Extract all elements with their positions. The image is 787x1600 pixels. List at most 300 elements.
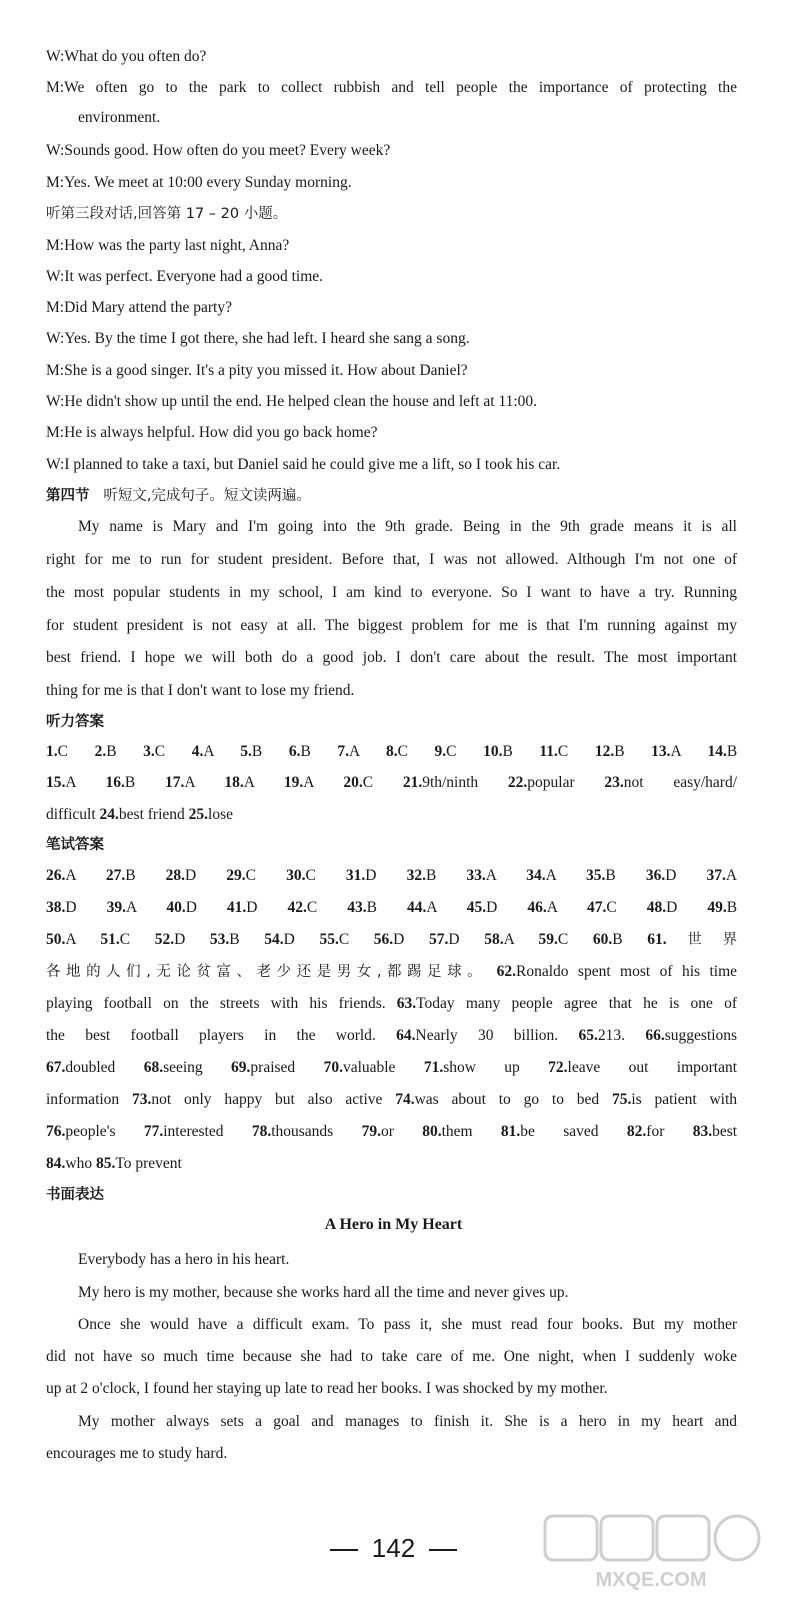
answer-item [347, 899, 377, 916]
answer-item [96, 1155, 182, 1172]
answer-number: 14. [707, 743, 727, 760]
essay-line: My mother always sets a goal and manages to finish it. She is a hero in my heart and [78, 1413, 737, 1430]
answer-number: 30. [286, 867, 306, 884]
answer-item [46, 931, 76, 948]
answer-number: 54. [264, 931, 284, 948]
answer-item [707, 867, 738, 884]
answer-item [46, 774, 76, 791]
answer-item [435, 743, 457, 760]
dialogue-line: W:Sounds good. How often do you meet? Every week? [46, 142, 391, 159]
answer-item [143, 743, 165, 760]
answer-item [144, 1123, 224, 1140]
answer-item [483, 743, 513, 760]
answer-number: 68. [143, 1059, 164, 1076]
answer-number: 53. [209, 931, 230, 948]
answer-item [586, 867, 616, 884]
answer-number: 48. [646, 899, 667, 916]
answer-value: B [125, 867, 136, 884]
answer-number: 41. [226, 899, 247, 916]
answer-item [252, 1123, 333, 1140]
answer-number: 31. [345, 867, 366, 884]
answer-value: C [119, 931, 131, 948]
passage-line: My name is Mary and I'm going into the 9th grade. Being in the 9th grade means it is all [78, 518, 737, 535]
answer-value: C [306, 899, 318, 916]
answer-number: 12. [594, 743, 615, 760]
answer-value: thousands [271, 1123, 334, 1140]
answer-item [647, 899, 678, 916]
answer-item [693, 1123, 737, 1140]
section4-label: 第四节 [46, 488, 90, 504]
answer-value: A [184, 774, 195, 791]
answer-item [107, 899, 137, 916]
answer-number: 77. [143, 1123, 164, 1140]
answer-item [651, 743, 681, 760]
answer-value: not only happy but also active [151, 1091, 383, 1108]
answer-number: 51. [100, 931, 120, 948]
answer-number: 57. [428, 931, 449, 948]
answer-item [645, 1027, 737, 1044]
answer-number: 15. [46, 774, 66, 791]
answer-value: A [125, 899, 137, 916]
answer-number: 72. [548, 1059, 568, 1076]
answer-number: 26. [46, 867, 66, 884]
answer-item [286, 867, 316, 884]
answer-number: 59. [538, 931, 558, 948]
answer-value: C [397, 743, 408, 760]
answer-number: 66. [645, 1027, 665, 1044]
essay-line: up at 2 o'clock, I found her staying up late to read her books. I was shocked by my mother. [46, 1380, 608, 1397]
answer-value: B [229, 931, 240, 948]
page-number-dash-right [429, 1549, 457, 1551]
answer-value: B [726, 743, 738, 760]
answer-value: playing football on the streets with his friends. [46, 995, 386, 1012]
answer-value: people's [65, 1123, 116, 1140]
answer-value: To prevent [115, 1155, 182, 1172]
answer-value: 9th/ninth [422, 774, 479, 791]
listening-answers-heading: 听力答案 [46, 714, 104, 730]
answer-value: D [486, 899, 498, 916]
answer-number: 58. [484, 931, 504, 948]
answer-number: 1. [46, 743, 58, 760]
answer-item [374, 931, 405, 948]
answer-value: B [366, 899, 377, 916]
answer-number: 52. [154, 931, 175, 948]
answer-item [288, 899, 318, 916]
answer-item [548, 1059, 737, 1076]
answer-item [593, 931, 623, 948]
answer-number: 85. [95, 1155, 116, 1172]
answer-number: 7. [337, 743, 349, 760]
answer-item [132, 1091, 382, 1108]
answer-item [362, 1123, 394, 1140]
answer-value: or [380, 1123, 394, 1140]
answer-number: 49. [707, 899, 727, 916]
answer-value: C [446, 743, 457, 760]
answer-number: 5. [240, 743, 252, 760]
page-number-dash-left [330, 1549, 358, 1551]
answer-item [526, 867, 556, 884]
answer-value: C [362, 774, 374, 791]
essay-line: did not have so much time because she had to take care of me. One night, when I suddenly woke [46, 1348, 737, 1365]
answer-row [46, 1121, 737, 1143]
answer-item [527, 899, 557, 916]
answer-value: D [666, 899, 678, 916]
answer-number: 25. [188, 806, 209, 823]
answer-number: 55. [319, 931, 339, 948]
answer-value: A [670, 743, 681, 760]
answer-item [226, 867, 256, 884]
dialogue-line: M:He is always helpful. How did you go back home? [46, 424, 378, 441]
answer-value: is patient with [631, 1091, 738, 1108]
answer-value: D [174, 931, 186, 948]
answer-number: 10. [483, 743, 503, 760]
essay-title: A Hero in My Heart [324, 1216, 463, 1233]
answer-value: interested [163, 1123, 224, 1140]
answer-value: Today many people agree that he is one of [416, 995, 737, 1012]
answer-item [707, 899, 737, 916]
answer-value: praised [250, 1059, 296, 1076]
answer-value: C [606, 899, 617, 916]
answer-item [46, 1155, 92, 1172]
answer-number: 34. [526, 867, 546, 884]
answer-item [264, 931, 295, 948]
answer-item [155, 931, 186, 948]
answer-value: 各地的人们,无论贫富、老少还是男女,都踢足球。 [46, 964, 488, 980]
answer-number: 75. [611, 1091, 632, 1108]
answer-item [289, 743, 311, 760]
answer-number: 69. [231, 1059, 251, 1076]
answer-item [192, 743, 214, 760]
answer-value: show up [443, 1059, 520, 1076]
answer-value: doubled [65, 1059, 116, 1076]
answer-item [337, 743, 359, 760]
answer-number: 19. [283, 774, 304, 791]
answer-value: B [300, 743, 311, 760]
answer-value: Ronaldo spent most of his time [515, 963, 738, 980]
answer-value: leave out important [567, 1059, 738, 1076]
answer-item [189, 806, 233, 823]
dialogue-line: M:How was the party last night, Anna? [46, 237, 290, 254]
answer-number: 60. [592, 931, 613, 948]
answer-row [46, 961, 737, 983]
answer-number: 44. [406, 899, 427, 916]
answer-value: B [612, 931, 623, 948]
answer-row [46, 993, 737, 1015]
answer-value: B [614, 743, 625, 760]
answer-number: 18. [224, 774, 244, 791]
answer-row [46, 865, 737, 887]
answer-value: A [65, 867, 76, 884]
answer-item [403, 774, 478, 791]
answer-item [165, 774, 195, 791]
answer-value: C [338, 931, 350, 948]
answer-row [46, 929, 737, 951]
answer-number: 23. [604, 774, 624, 791]
answer-item [407, 867, 437, 884]
answer-row [46, 1025, 737, 1047]
section4-heading [46, 485, 737, 507]
answer-item [231, 1059, 295, 1076]
answer-number: 78. [251, 1123, 272, 1140]
essay-line: encourages me to study hard. [46, 1445, 228, 1462]
answer-number: 63. [396, 995, 417, 1012]
answer-value: D [185, 899, 197, 916]
answer-number: 37. [706, 867, 726, 884]
answer-value: C [557, 931, 569, 948]
dialogue-line: M:We often go to the park to collect rubbish and tell people the importance of protecting the [46, 79, 737, 96]
answer-row [46, 741, 737, 763]
answer-value: A [485, 867, 497, 884]
answer-item [578, 1027, 625, 1044]
answer-item [497, 963, 737, 980]
answer-item [95, 743, 117, 760]
answer-item [224, 774, 254, 791]
answer-number: 47. [587, 899, 607, 916]
answer-number: 84. [46, 1155, 66, 1172]
answer-value: A [349, 743, 360, 760]
answer-number: 20. [343, 774, 363, 791]
answer-item [501, 1123, 599, 1140]
answer-item [343, 774, 373, 791]
answer-value: seeing [163, 1059, 203, 1076]
answer-number: 83. [692, 1123, 713, 1140]
dialogue-line: W:Yes. By the time I got there, she had left. I heard she sang a song. [46, 330, 470, 347]
answer-number: 32. [406, 867, 426, 884]
answer-number: 17. [164, 774, 185, 791]
answer-item [144, 1059, 203, 1076]
answer-number: 38. [46, 899, 66, 916]
answer-value: B [124, 774, 136, 791]
answer-item [647, 931, 737, 948]
answer-item [284, 774, 314, 791]
answer-value: B [726, 899, 738, 916]
answer-value: Nearly 30 billion. [415, 1027, 559, 1044]
answer-value: A [303, 774, 314, 791]
answer-item [346, 867, 377, 884]
answer-item [240, 743, 262, 760]
answer-number: 40. [166, 899, 186, 916]
answer-item [46, 806, 96, 823]
answer-item [166, 867, 197, 884]
answer-value: difficult [46, 806, 96, 823]
answer-item [100, 806, 185, 823]
answer-value: D [283, 931, 295, 948]
answer-item [46, 867, 76, 884]
section4-instruction: 听短文,完成句子。短文读两遍。 [103, 488, 311, 504]
answer-number: 46. [527, 899, 547, 916]
answer-number: 8. [385, 743, 398, 760]
page-number-text: 142 [371, 1533, 416, 1563]
essay-line: Once she would have a difficult exam. To pass it, she must read four books. But my mother [78, 1316, 737, 1333]
dialogue-line: M:She is a good singer. It's a pity you missed it. How about Daniel? [46, 362, 468, 379]
answer-value: not easy/hard/ [623, 774, 738, 791]
answer-value: B [425, 867, 437, 884]
answer-item [466, 867, 496, 884]
dialogue-line: W:He didn't show up until the end. He helped clean the house and left at 11:00. [46, 393, 538, 410]
answer-item [46, 963, 487, 980]
dialogue-line: environment. [78, 109, 161, 126]
answer-number: 73. [132, 1091, 152, 1108]
written-answers-heading: 笔试答案 [46, 837, 104, 853]
answer-value: who [65, 1155, 93, 1172]
answer-value: C [154, 743, 166, 760]
watermark-logo [539, 1510, 769, 1592]
answer-item [46, 1059, 115, 1076]
answer-item [424, 1059, 520, 1076]
passage-line: for student president is not easy at all. The biggest problem for me is that I'm running against my [46, 617, 737, 634]
answer-item [166, 899, 197, 916]
essay-line: My hero is my mother, because she works hard all the time and never gives up. [78, 1284, 569, 1301]
answer-number: 81. [500, 1123, 521, 1140]
answer-item [429, 931, 460, 948]
answer-value: D [185, 867, 197, 884]
answer-value: A [503, 931, 514, 948]
answer-number: 16. [105, 774, 125, 791]
answer-value: information [46, 1091, 120, 1108]
answer-item [422, 1123, 472, 1140]
answer-number: 27. [105, 867, 126, 884]
answer-value: B [251, 743, 263, 760]
answer-value: B [106, 743, 117, 760]
answer-value: popular [527, 774, 575, 791]
answer-item [386, 743, 408, 760]
answer-item [612, 1091, 737, 1108]
answer-item [324, 1059, 396, 1076]
answer-value: D [246, 899, 258, 916]
answer-value: B [605, 867, 616, 884]
answer-value: for [646, 1123, 665, 1140]
answer-item [100, 931, 130, 948]
answer-number: 45. [466, 899, 487, 916]
answer-number: 62. [496, 963, 516, 980]
answer-number: 33. [466, 867, 486, 884]
answer-value: C [245, 867, 257, 884]
answer-item [407, 899, 437, 916]
answer-number: 11. [539, 743, 558, 760]
writing-heading: 书面表达 [46, 1187, 104, 1203]
answer-number: 50. [46, 931, 66, 948]
watermark-text: MXQE.COM [595, 1569, 707, 1591]
answer-number: 67. [46, 1059, 66, 1076]
answer-number: 21. [402, 774, 423, 791]
answer-number: 6. [288, 743, 301, 760]
answer-number: 35. [586, 867, 606, 884]
answer-item [587, 899, 617, 916]
answer-value: D [65, 899, 77, 916]
answer-number: 79. [361, 1123, 381, 1140]
answer-item [707, 743, 737, 760]
answer-number: 22. [507, 774, 528, 791]
answer-number: 36. [645, 867, 666, 884]
answer-item [604, 774, 737, 791]
answer-item [319, 931, 349, 948]
answer-value: A [243, 774, 255, 791]
answer-number: 76. [46, 1123, 66, 1140]
essay-line: Everybody has a hero in his heart. [78, 1251, 290, 1268]
answer-item [46, 995, 386, 1012]
answer-value: A [546, 899, 558, 916]
answer-value: C [305, 867, 316, 884]
answer-value: A [725, 867, 738, 884]
answer-number: 82. [626, 1123, 647, 1140]
answer-value: them [441, 1123, 473, 1140]
answer-value: C [557, 743, 569, 760]
answer-value: the best football players in the world. [46, 1027, 376, 1044]
answer-item [467, 899, 498, 916]
answer-number: 64. [396, 1027, 416, 1044]
answer-value: be saved [520, 1123, 599, 1140]
answer-item [595, 743, 625, 760]
dialogue-line: W:It was perfect. Everyone had a good time. [46, 268, 324, 285]
answer-number: 80. [422, 1123, 442, 1140]
answer-item [46, 743, 68, 760]
answer-row [46, 1057, 737, 1079]
passage-line: the most popular students in my school, I am kind to everyone. So I want to have a try. Running [46, 584, 737, 601]
answer-value: was about to go to bed [414, 1091, 600, 1108]
answer-value: A [545, 867, 556, 884]
answer-value: A [65, 931, 76, 948]
answer-item [539, 743, 568, 760]
answer-value: 世界 [666, 932, 738, 948]
answer-value: C [57, 743, 68, 760]
answer-value: valuable [342, 1059, 396, 1076]
answer-item [646, 867, 677, 884]
answer-number: 24. [99, 806, 119, 823]
section3-heading: 听第三段对话,回答第 17 – 20 小题。 [46, 206, 288, 222]
answer-value: D [393, 931, 405, 948]
answer-item [106, 867, 136, 884]
answer-value: lose [208, 806, 233, 823]
answer-value: best [712, 1123, 738, 1140]
answer-item [46, 1027, 376, 1044]
answer-value: 213. [597, 1027, 625, 1044]
answer-item [396, 1027, 558, 1044]
dialogue-line: M:Did Mary attend the party? [46, 299, 232, 316]
answer-number: 65. [578, 1027, 598, 1044]
passage-line: best friend. I hope we will both do a good job. I don't care about the result. The most important [46, 649, 737, 666]
answer-row [46, 1153, 737, 1175]
answer-value: A [65, 774, 76, 791]
answer-value: D [448, 931, 460, 948]
answer-item [46, 1091, 119, 1108]
answer-number: 4. [191, 743, 204, 760]
passage-line: thing for me is that I don't want to lose my friend. [46, 682, 355, 699]
answer-number: 74. [395, 1091, 415, 1108]
dialogue-line: M:Yes. We meet at 10:00 every Sunday morning. [46, 174, 352, 191]
answer-item [627, 1123, 664, 1140]
answer-number: 71. [423, 1059, 444, 1076]
answer-number: 3. [143, 743, 155, 760]
answer-number: 61. [647, 931, 667, 948]
answer-item [105, 774, 135, 791]
answer-number: 9. [434, 743, 447, 760]
answer-value: A [203, 743, 214, 760]
answer-number: 42. [287, 899, 307, 916]
answer-number: 28. [165, 867, 185, 884]
answer-value: D [665, 867, 677, 884]
answer-item [46, 899, 77, 916]
answer-value: D [365, 867, 377, 884]
answer-value: best friend [118, 806, 185, 823]
dialogue-line: W:I planned to take a taxi, but Daniel said he could give me a lift, so I took his car. [46, 456, 561, 473]
answer-item [397, 995, 737, 1012]
answer-number: 29. [226, 867, 246, 884]
answer-item [395, 1091, 599, 1108]
answer-number: 43. [347, 899, 367, 916]
answer-number: 2. [94, 743, 107, 760]
passage-line: right for me to run for student president. Before that, I was not allowed. Although I'm not one of [46, 551, 737, 568]
answer-row [46, 804, 737, 826]
